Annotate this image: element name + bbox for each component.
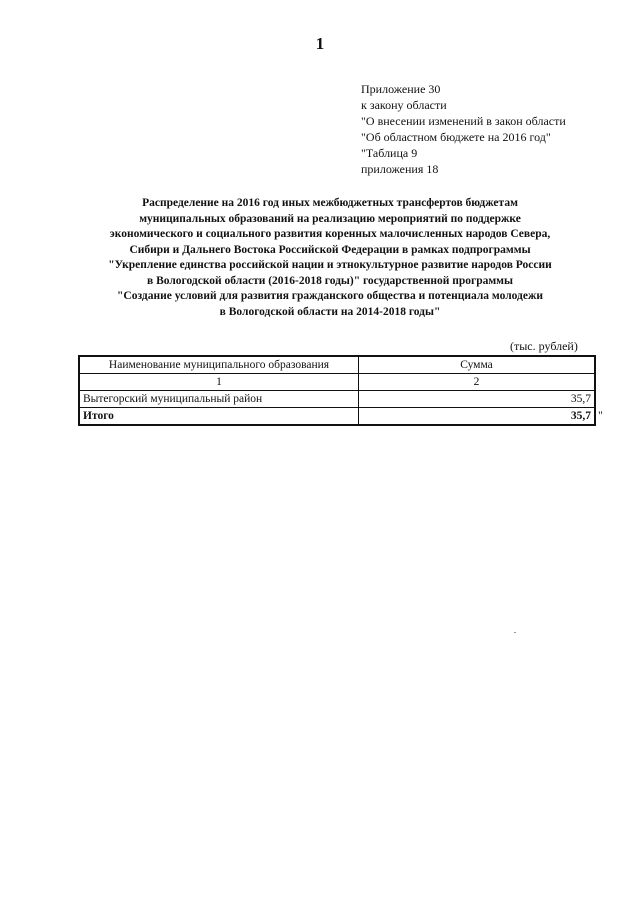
transfers-table xyxy=(78,355,596,426)
appendix-line: "Таблица 9 xyxy=(361,146,418,160)
scan-speck xyxy=(514,632,516,633)
title-line: экономического и социального развития коренных малочисленных народов Севера, xyxy=(109,228,551,240)
title-line: "Создание условий для развития гражданского общества и потенциала молодежи xyxy=(117,290,543,302)
table-row xyxy=(79,391,595,408)
title-line: Сибири и Дальнего Востока Российской Федерации в рамках подпрограммы xyxy=(129,243,531,256)
appendix-line: "О внесении изменений в закон области xyxy=(361,114,566,128)
units-label: (тыс. рублей) xyxy=(510,339,578,353)
closing-quote: " xyxy=(598,408,603,422)
appendix-reference xyxy=(361,81,566,177)
column-number: 1 xyxy=(79,374,359,391)
table-header-row xyxy=(79,356,595,374)
appendix-line: Приложение 30 xyxy=(361,82,441,96)
column-header-municipality: Наименование муниципального образования xyxy=(79,356,359,374)
title-line: муниципальных образований на реализацию мероприятий по поддержке xyxy=(139,212,521,225)
total-row xyxy=(79,408,595,426)
appendix-line: "Об областном бюджете на 2016 год" xyxy=(361,130,551,144)
column-number: 2 xyxy=(359,374,596,391)
column-header-amount: Сумма xyxy=(359,356,596,374)
page-number: 1 xyxy=(315,34,325,53)
amount-value: 35,7 xyxy=(359,391,596,408)
title-line: Распределение на 2016 год иных межбюджетных трансфертов бюджетам xyxy=(142,197,518,209)
title-line: "Укрепление единства российской нации и этнокультурное развитие народов России xyxy=(108,259,552,271)
column-number-row xyxy=(79,374,595,391)
document-title xyxy=(60,196,600,320)
appendix-line: приложения 18 xyxy=(361,162,439,176)
municipality-name: Вытегорский муниципальный район xyxy=(79,391,359,408)
total-amount: 35,7 xyxy=(359,408,596,426)
appendix-line: к закону области xyxy=(361,98,447,112)
total-label: Итого xyxy=(79,408,359,426)
title-line: в Вологодской области на 2014-2018 годы" xyxy=(219,305,441,318)
title-line: в Вологодской области (2016-2018 годы)" государственной программы xyxy=(147,274,513,287)
